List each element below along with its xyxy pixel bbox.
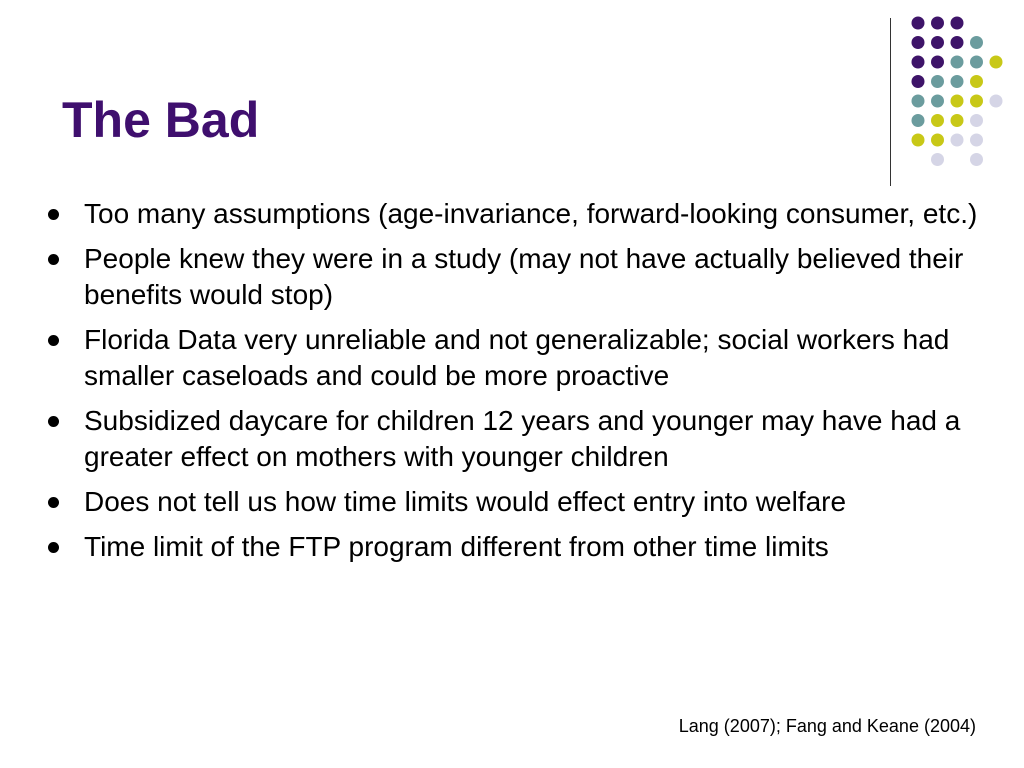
bullet-dot-icon bbox=[48, 209, 59, 220]
bullet-dot-icon bbox=[48, 497, 59, 508]
decorative-dot bbox=[931, 75, 944, 88]
bullet-item bbox=[48, 529, 988, 565]
decorative-dot bbox=[951, 75, 964, 88]
bullet-text: Too many assumptions (age-invariance, forward-looking consumer, etc.) bbox=[84, 198, 978, 229]
bullet-dot-icon bbox=[48, 335, 59, 346]
decorative-dot bbox=[931, 134, 944, 147]
bullet-text: Time limit of the FTP program different from other time limits bbox=[84, 531, 829, 562]
bullet-text: Florida Data very unreliable and not generalizable; social workers had smaller caseloads and could be more proactive bbox=[84, 324, 950, 391]
decorative-dot bbox=[990, 56, 1003, 69]
bullet-dot-icon bbox=[48, 542, 59, 553]
bullet-text: People knew they were in a study (may not have actually believed their benefits would stop) bbox=[84, 243, 964, 310]
decorative-dot bbox=[912, 56, 925, 69]
decorative-dot bbox=[970, 95, 983, 108]
bullet-item bbox=[48, 196, 988, 232]
bullet-text: Does not tell us how time limits would effect entry into welfare bbox=[84, 486, 847, 517]
decorative-dot bbox=[912, 75, 925, 88]
bullet-dot-icon bbox=[48, 416, 59, 427]
decorative-dot bbox=[951, 134, 964, 147]
decorative-dot bbox=[931, 95, 944, 108]
decorative-dot bbox=[931, 114, 944, 127]
decorative-dot bbox=[912, 17, 925, 30]
decorative-dot bbox=[951, 95, 964, 108]
decorative-dot bbox=[912, 134, 925, 147]
decorative-dot bbox=[931, 56, 944, 69]
bullet-text: Subsidized daycare for children 12 years and younger may have had a greater effect on mothers with younger children bbox=[84, 405, 961, 472]
decorative-dot bbox=[951, 17, 964, 30]
decorative-dot bbox=[970, 36, 983, 49]
decorative-dot bbox=[912, 95, 925, 108]
decorative-dot bbox=[970, 153, 983, 166]
bullet-list bbox=[48, 196, 988, 574]
citation: Lang (2007); Fang and Keane (2004) bbox=[678, 716, 976, 736]
decorative-dot bbox=[912, 114, 925, 127]
decorative-dot bbox=[951, 114, 964, 127]
decorative-dot bbox=[970, 75, 983, 88]
decorative-dot bbox=[931, 153, 944, 166]
slide-title: The Bad bbox=[62, 92, 260, 148]
decorative-dot bbox=[990, 95, 1003, 108]
decorative-dot bbox=[931, 36, 944, 49]
bullet-item bbox=[48, 241, 988, 313]
decorative-dot bbox=[970, 56, 983, 69]
decorative-dot bbox=[970, 114, 983, 127]
bullet-dot-icon bbox=[48, 254, 59, 265]
bullet-item bbox=[48, 403, 988, 475]
decorative-dot bbox=[951, 36, 964, 49]
decorative-dot bbox=[931, 17, 944, 30]
decorative-dot bbox=[912, 36, 925, 49]
decorative-dot bbox=[970, 134, 983, 147]
vertical-divider bbox=[890, 18, 891, 186]
bullet-item bbox=[48, 322, 988, 394]
decorative-dot bbox=[951, 56, 964, 69]
bullet-item bbox=[48, 484, 988, 520]
